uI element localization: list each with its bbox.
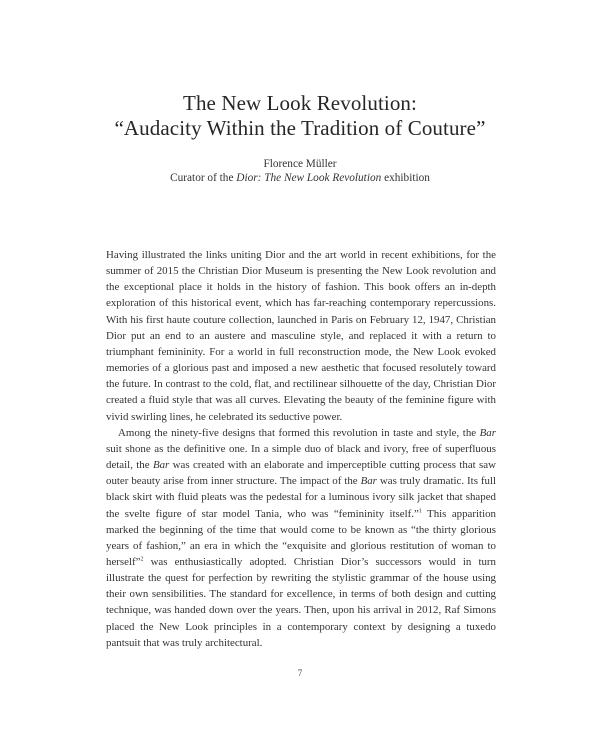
paragraph-1: Having illustrated the links uniting Dior and the art world in recent exhibitions, for the summer of 2015 the Christian Dior Museum is presenting the New Look revolution and the exceptional place it holds in the history of fashion. This book offers an in-depth exploration of this historical event, which has far-reaching contemporary repercussions. With his first haute couture collection, launched in Paris on February 12, 1947, Christian Dior put an end to an austere and masculine style, and replaced it with a return to triumphant femininity. For a world in full reconstruction mode, the New Look evoked memories of a glorious past and imposed a new aesthetic that focused resolutely toward the future. In contrast to the cold, flat, and rectilinear silhouette of the day, Christian Dior created a fluid style that was all curves. Elevating the beauty of the feminine figure with vivid swirling lines, he celebrated its seductive power. bbox=[106, 249, 496, 423]
p2-text-a: Among the ninety-five designs that formed this revolution in taste and style, the bbox=[118, 426, 480, 439]
exhibition-title: Dior: The New Look Revolution bbox=[236, 172, 382, 184]
essay-body bbox=[106, 247, 496, 651]
role-suffix: exhibition bbox=[381, 172, 430, 184]
p2-text-e: This apparition marked the beginning of the time that would come to be known as “the thirty glorious years of fashion,” an era in which the “exquisite and glorious restitution of woman to herself” bbox=[106, 507, 496, 568]
p2-text-b: suit shone as the definitive one. In a simple duo of black and ivory, free of superfluous detail, the bbox=[106, 442, 496, 472]
bar-suit-title: Bar bbox=[360, 475, 377, 488]
p2-text-f: was enthusiastically adopted. Christian Dior’s successors would in turn illustrate the quest for perfection by rewriting the stylistic grammar of the house using their own sensibilities. The standard for excellence, in terms of both design and cutting technique, was handed down over the years. Then, upon his arrival in 2012, Raf Simons placed the New Look principles in a contemporary context by designing a tuxedo pantsuit that was truly architectural. bbox=[106, 555, 496, 649]
p2-text-c: was created with an elaborate and imperceptible cutting process that saw outer beauty arise from inner structure. The impact of the bbox=[106, 459, 496, 488]
footnote-ref-1[interactable]: 1 bbox=[418, 507, 422, 514]
page-number: 7 bbox=[297, 668, 303, 678]
title-line-2: “Audacity Within the Tradition of Couture” bbox=[114, 116, 486, 140]
footnote-ref-2[interactable]: 2 bbox=[140, 556, 144, 563]
author-role bbox=[0, 171, 600, 186]
paragraph-2 bbox=[106, 425, 496, 651]
role-prefix: Curator of the bbox=[170, 172, 237, 184]
title-line-1: The New Look Revolution: bbox=[183, 91, 417, 115]
p2-text-d: was truly dramatic. Its full black skirt with fluid pleats was the pedestal for a luminous ivory silk jacket that shaped the svelte figure of star model Tania, who was “femininity itself.” bbox=[106, 475, 497, 520]
bar-suit-title: Bar bbox=[152, 459, 170, 472]
author-name: Florence Müller bbox=[263, 158, 337, 170]
bar-suit-title: Bar bbox=[479, 426, 496, 439]
